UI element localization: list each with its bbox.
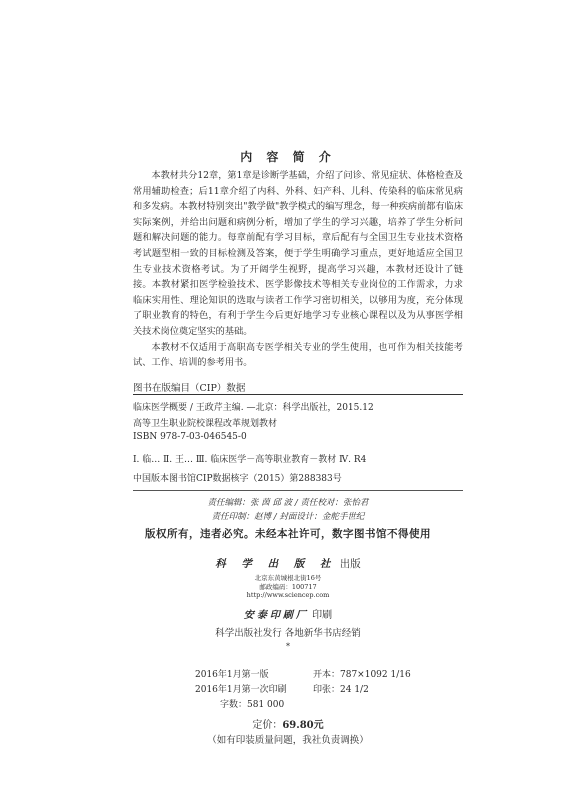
summary-text: [133, 168, 463, 371]
summary-paragraph-1: 本教材共分12章，第1章是诊断学基础，介绍了问诊、常见症状、体格检查及常用辅助检查；后11章介绍了内科、外科、妇产科、儿科、传染科的临床常见病和多发病。本教材特别突出"教学做"教学模式的编写理念，每一种疾病前都有临床实际案例，并给出问题和病例分析，增加了学生的学习兴趣，培养了学生分析问题和解决问题的能力。每章前配有学习目标，章后配有与全国卫生专业技术资格考试题型相一致的目标检测及答案，便于学生明确学习重点，更好地适应全国卫生专业技术资格考试。为了开阔学生视野，提高学习兴趣，本教材还设计了链接。本教材紧扣医学检验技术、医学影像技术等相关专业岗位的工作需求，力求临床实用性、理论知识的选取与读者工作学习密切相关，以够用为度，充分体现了职业教育的特色，有利于学生今后更好地学习专业核心课程以及为从事医学相关技术岗位奠定坚实的基础。: [133, 170, 464, 337]
price-line: [0, 716, 576, 731]
cip-bottom-divider: [133, 490, 463, 491]
cip-divider: [133, 394, 463, 395]
cip-line-title: 临床医学概要 / 王政芹主编. —北京：科学出版社，2015.12: [133, 403, 374, 413]
printer-name: 安泰印刷厂: [243, 610, 309, 621]
quality-notice: （如有印装质量问题，我社负责调换）: [207, 735, 369, 746]
spec-words: 字数：581 000: [220, 700, 285, 710]
cip-line-series: 高等卫生职业院校课程改革规划教材: [133, 419, 278, 429]
publisher-name: 科 学 出 版 社: [215, 558, 337, 570]
distribution-line: 科学出版社发行 各地新华书店经销: [215, 628, 361, 639]
cip-line-record: 中国版本图书馆CIP数据核字（2015）第288383号: [133, 474, 342, 484]
publisher-address: 北京东黄城根北街16号: [254, 574, 322, 582]
printer-line: [0, 606, 576, 621]
rights-statement: 版权所有，违者必究。未经本社许可，数字图书馆不得使用: [145, 528, 431, 540]
price-label: 定价：: [252, 720, 283, 731]
spec-row-3: [220, 697, 284, 710]
editor-credits: 责任编辑：张 茵 邱 波 / 责任校对：张怡君: [207, 498, 369, 508]
price-value: 69.80元: [282, 720, 324, 731]
publisher-postcode: 邮政编码：100717: [259, 583, 317, 591]
production-credits: 责任印制：赵博 / 封面设计：金舵手世纪: [211, 512, 365, 522]
section-title: 内 容 简 介: [240, 150, 336, 164]
summary-paragraph-2: 本教材不仅适用于高职高专医学相关专业的学生使用，也可作为相关技能考试、工作、培训的参考用书。: [133, 341, 463, 369]
separator-star: *: [286, 642, 290, 651]
spec-edition: 2016年1月第一版: [195, 670, 269, 680]
printer-suffix: 印刷: [312, 610, 333, 621]
spec-printing: 2016年1月第一次印刷: [195, 685, 287, 695]
cip-heading: 图书在版编目（CIP）数据: [133, 383, 246, 394]
cip-line-isbn: ISBN 978-7-03-046545-0: [133, 432, 247, 442]
spec-format: 开本：787×1092 1/16: [313, 670, 411, 680]
publisher-suffix: 出版: [339, 558, 361, 570]
spec-sheets: 印张：24 1/2: [313, 685, 369, 695]
publisher-website: http://www.sciencep.com: [246, 591, 330, 599]
cip-line-classification: Ⅰ. 临… Ⅱ. 王… Ⅲ. 临床医学－高等职业教育－教材 Ⅳ. R4: [133, 455, 367, 465]
spec-row-2: [195, 682, 369, 695]
publisher-line: [0, 556, 576, 571]
spec-row-1: [195, 667, 411, 680]
